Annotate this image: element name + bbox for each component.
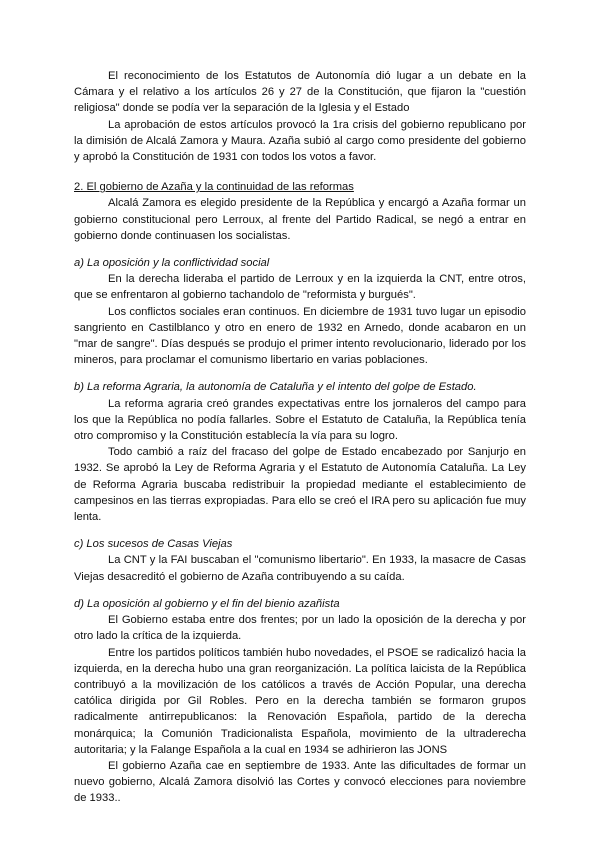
document-page: [74, 68, 526, 807]
subsection-a-heading: a) La oposición y la conflictividad social: [74, 257, 270, 270]
subsection-b-paragraph-2: Todo cambió a raíz del fracaso del golpe de Estado encabezado por Sanjurjo en 1932. Se aprobó la Ley de Reforma Agraria y el Estatuto de Autonomía Cataluña. La Ley de Reforma Agraria buscaba redistribuir la propiedad mediante el establecimiento de campesinos en las tierras expropiadas. Para ello se creó el IRA pero su aplicación fue muy lenta.: [74, 446, 526, 524]
intro-paragraph-2: La aprobación de estos artículos provocó la 1ra crisis del gobierno republicano por la dimisión de Alcalá Zamora y Maura. Azaña subió al cargo como presidente del gobierno y aprobó la Constitución de 1931 con todos los votos a favor.: [74, 118, 526, 164]
subsection-a-paragraph-1: En la derecha lideraba el partido de Lerroux y en la izquierda la CNT, entre otros, que se enfrentaron al gobierno tachandolo de "reformista y burgués".: [74, 273, 526, 302]
subsection-c-paragraph-1: La CNT y la FAI buscaban el "comunismo libertario". En 1933, la masacre de Casas Viejas desacreditó el gobierno de Azaña contribuyendo a su caída.: [74, 554, 526, 583]
subsection-a-paragraph-2: Los conflictos sociales eran continuos. En diciembre de 1931 tuvo lugar un episodio sangriento en Castilblanco y otro en enero de 1932 en Arnedo, donde acabaron en un "mar de sangre". Días después se produjo el primer intento revolucionario, liderado por los mineros, para proclamar el comunismo libertario en varias poblaciones.: [74, 305, 526, 367]
section-2-paragraph: Alcalá Zamora es elegido presidente de la República y encargó a Azaña formar un gobierno constitucional pero Lerroux, al frente del Partido Radical, se negó a entrar en gobierno donde continuasen los socialistas.: [74, 197, 526, 242]
subsection-d-paragraph-3: El gobierno Azaña cae en septiembre de 1933. Ante las dificultades de formar un nuevo gobierno, Alcalá Zamora disolvió las Cortes y convocó elecciones para noviembre de 1933..: [74, 759, 526, 805]
subsection-b-heading: b) La reforma Agraria, la autonomía de Cataluña y el intento del golpe de Estado.: [74, 381, 477, 394]
intro-paragraph-1: El reconocimiento de los Estatutos de Autonomía dió lugar a un debate en la Cámara y el relativo a los artículos 26 y 27 de la Constitución, que fijaron la "cuestión religiosa" donde se podía ver la separación de la Iglesia y el Estado: [74, 70, 526, 115]
subsection-d-paragraph-2: Entre los partidos políticos también hubo novedades, el PSOE se radicalizó hacia la izquierda, en la derecha hubo una gran reorganización. La política laicista de la República contribuyó a la movilización de los católicos a través de Acción Popular, una derecha católica dirigida por Gil Robles. Pero en la derecha también se formaron grupos radicalmente antirrepublicanos: la Renovación Española, partido de la derecha monárquica; la Comunión Tradicionalista Española, movimiento de la ultraderecha autoritaria; y la Falange Española a la cual en 1934 se adhirieron las JONS: [74, 646, 526, 756]
subsection-c-heading: c) Los sucesos de Casas Viejas: [74, 538, 233, 551]
subsection-b-paragraph-1: La reforma agraria creó grandes expectativas entre los jornaleros del campo para los que la República no podía fallarles. Sobre el Estatuto de Cataluña, la República tenía otro compromiso y la Constitución establecía la vía para su logro.: [74, 397, 526, 443]
section-2-heading: 2. El gobierno de Azaña y la continuidad de las reformas: [74, 181, 354, 194]
subsection-d-paragraph-1: El Gobierno estaba entre dos frentes; por un lado la oposición de la derecha y por otro lado la crítica de la izquierda.: [74, 614, 526, 643]
subsection-d-heading: d) La oposición al gobierno y el fin del bienio azañista: [74, 597, 340, 610]
